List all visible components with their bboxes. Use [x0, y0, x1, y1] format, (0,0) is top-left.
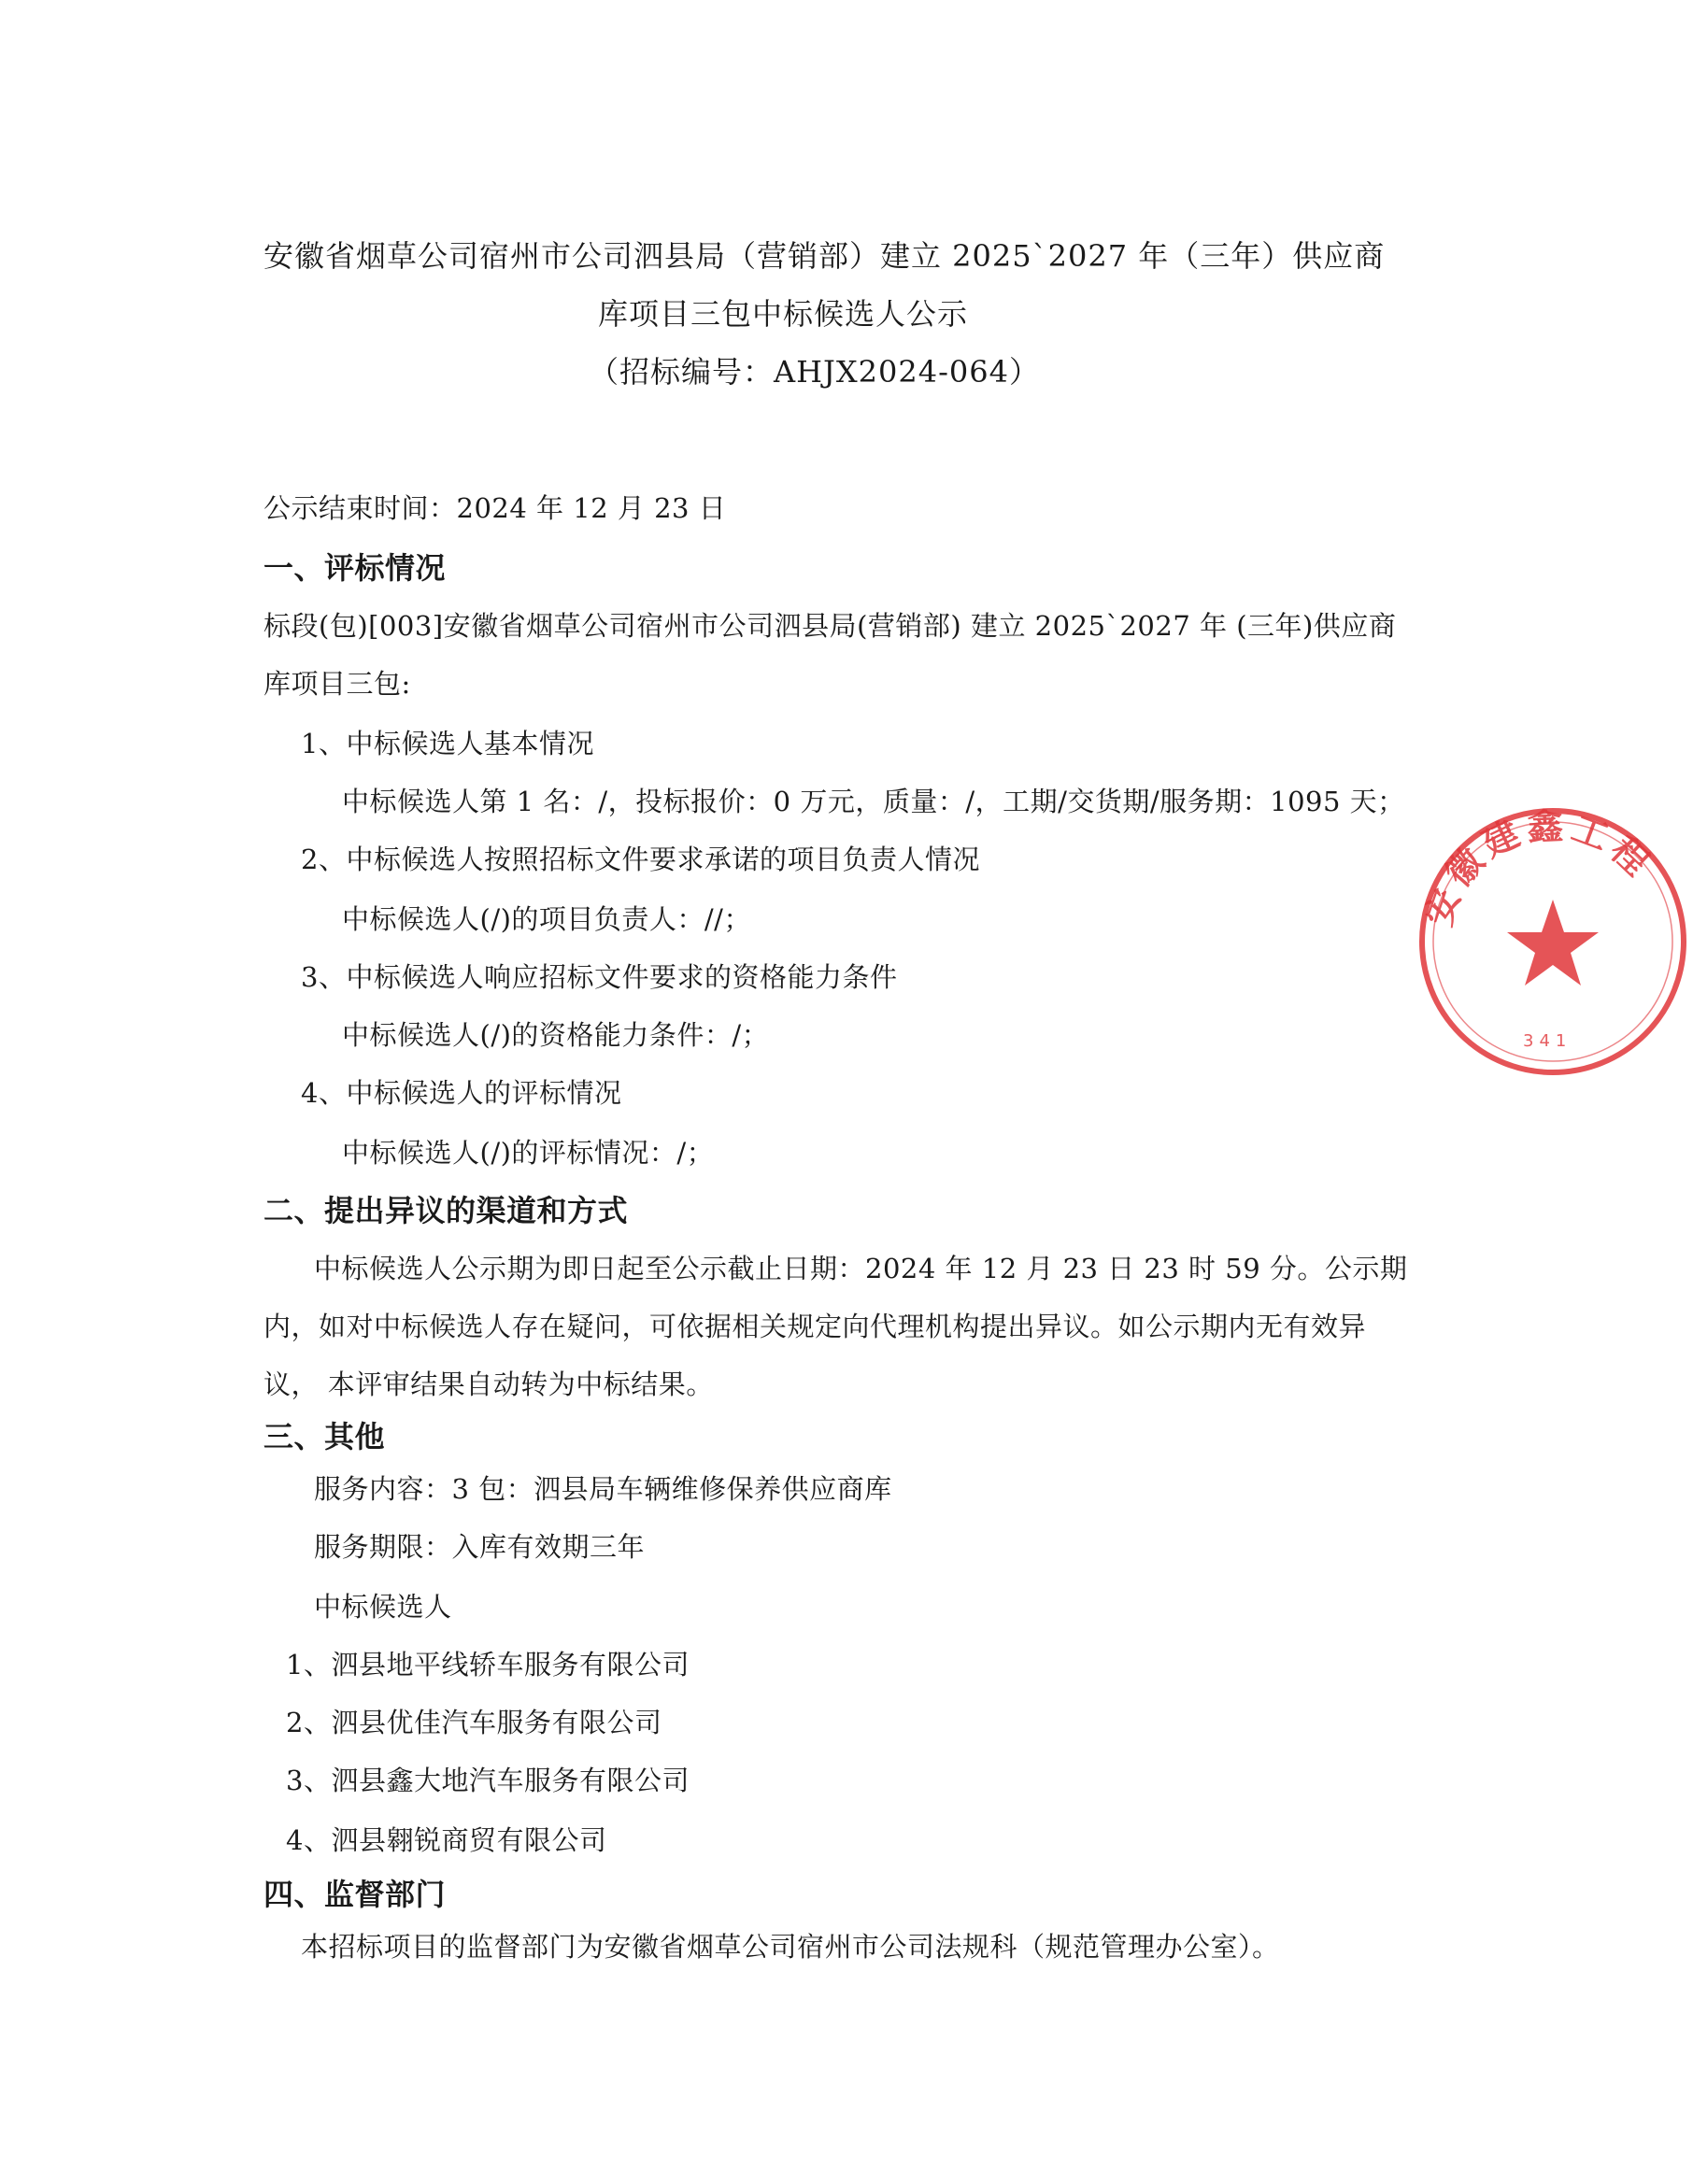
- section-4-content: 本招标项目的监督部门为安徽省烟草公司宿州市公司法规科（规范管理办公室）。: [301, 1931, 1280, 1963]
- service-period: 服务期限：入库有效期三年: [314, 1531, 646, 1563]
- section-2-heading: 二、提出异议的渠道和方式: [263, 1193, 629, 1228]
- seal-number: 341: [1523, 1031, 1572, 1051]
- item-1-title: 1、中标候选人基本情况: [301, 728, 594, 759]
- item-2-title: 2、中标候选人按照招标文件要求承诺的项目负责人情况: [301, 844, 980, 875]
- notice-end-time: 公示结束时间：2024 年 12 月 23 日: [263, 492, 727, 524]
- section-1-intro-line-1: 标段(包)[003]安徽省烟草公司宿州市公司泗县局(营销部) 建立 2025`2027 年 (三年)供应商: [263, 610, 1397, 642]
- seal-text: 安徽建鑫工程: [1417, 805, 1661, 931]
- official-seal-stamp: [1413, 801, 1693, 1082]
- section-1-heading: 一、评标情况: [263, 550, 447, 586]
- title-line-3: （招标编号：AHJX2024-064）: [589, 354, 1040, 390]
- item-4-content: 中标候选人(/)的评标情况：/；: [342, 1137, 715, 1169]
- candidate-item: 3、泗县鑫大地汽车服务有限公司: [286, 1765, 690, 1796]
- section-2-line-3: 议， 本评审结果自动转为中标结果。: [263, 1369, 714, 1400]
- title-line-2: 库项目三包中标候选人公示: [598, 296, 969, 332]
- service-content: 服务内容：3 包：泗县局车辆维修保养供应商库: [314, 1473, 892, 1505]
- candidate-item: 2、泗县优佳汽车服务有限公司: [286, 1707, 662, 1738]
- candidate-item: 4、泗县翱锐商贸有限公司: [286, 1824, 607, 1856]
- section-2-line-1: 中标候选人公示期为即日起至公示截止日期：2024 年 12 月 23 日 23 时 59 分。公示期: [314, 1253, 1408, 1284]
- item-1-content: 中标候选人第 1 名：/，投标报价：0 万元，质量：/，工期/交货期/服务期：1095 天；: [342, 786, 1405, 817]
- item-3-title: 3、中标候选人响应招标文件要求的资格能力条件: [301, 961, 898, 993]
- item-2-content: 中标候选人(/)的项目负责人：//；: [342, 903, 751, 935]
- seal-star-icon: [1507, 900, 1599, 986]
- candidates-label: 中标候选人: [314, 1591, 452, 1623]
- section-3-heading: 三、其他: [263, 1419, 386, 1454]
- svg-text:安徽建鑫工程: [1418, 805, 1661, 930]
- item-3-content: 中标候选人(/)的资格能力条件：/；: [342, 1019, 770, 1051]
- candidate-item: 1、泗县地平线轿车服务有限公司: [286, 1649, 690, 1681]
- section-2-line-2: 内，如对中标候选人存在疑问，可依据相关规定向代理机构提出异议。如公示期内无有效异: [263, 1311, 1367, 1342]
- section-1-intro-line-2: 库项目三包:: [263, 668, 411, 700]
- section-4-heading: 四、监督部门: [263, 1877, 447, 1912]
- title-line-1: 安徽省烟草公司宿州市公司泗县局（营销部）建立 2025`2027 年（三年）供应商: [263, 238, 1386, 274]
- item-4-title: 4、中标候选人的评标情况: [301, 1077, 622, 1109]
